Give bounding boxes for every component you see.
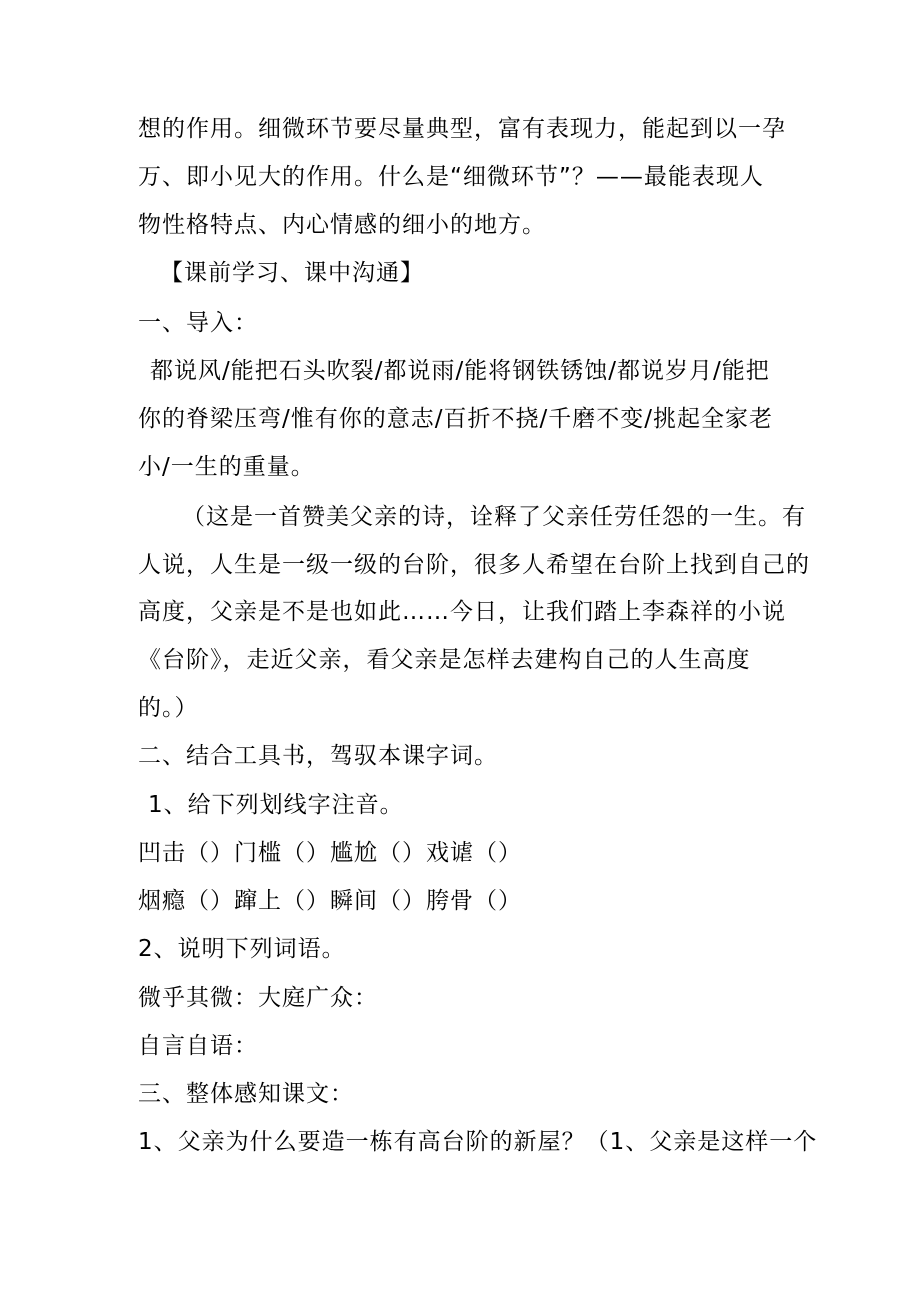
- part2-heading: 二、结合工具书，驾驭本课字词。: [138, 743, 498, 769]
- poem-line-2: 你的脊梁压弯/惟有你的意志/百折不挠/千磨不变/挑起全家老: [138, 406, 773, 432]
- part3-heading: 三、整体感知课文：: [138, 1081, 354, 1107]
- explanation-line-4: 《台阶》，走近父亲，看父亲是怎样去建构自己的人生高度: [138, 647, 751, 673]
- part2-q1-row1: 凹击（）门槛（）尴尬（）戏谑（）: [138, 840, 522, 866]
- intro-line-1: 想的作用。细微环节要尽量典型，富有表现力，能起到以一孕: [138, 116, 786, 142]
- part2-q1-title: 1、给下列划线字注音。: [148, 792, 404, 818]
- part2-q2-title: 2、说明下列词语。: [138, 936, 346, 962]
- poem-line-3: 小/一生的重量。: [138, 454, 315, 480]
- poem-line-1: 都说风/能把石头吹裂/都说雨/能将钢铁锈蚀/都说岁月/能把: [150, 358, 770, 384]
- explanation-line-5: 的。）: [138, 695, 199, 721]
- section-header: 【课前学习、课中沟通】: [160, 260, 424, 286]
- explanation-line-2: 人说，人生是一级一级的台阶，很多人希望在台阶上找到自己的: [138, 552, 810, 578]
- explanation-line-3: 高度，父亲是不是也如此……今日，让我们踏上李森祥的小说: [138, 599, 786, 625]
- part2-q2-row2: 自言自语：: [138, 1033, 258, 1059]
- intro-line-3: 物性格特点、内心情感的细小的地方。: [138, 212, 546, 238]
- intro-line-2: 万、即小见大的作用。什么是“细微环节”？——最能表现人: [138, 164, 764, 190]
- explanation-line-1: （这是一首赞美父亲的诗，诠释了父亲任劳任怨的一生。有: [182, 504, 806, 530]
- part2-q1-row2: 烟瘾（）蹿上（）瞬间（）胯骨（）: [138, 888, 522, 914]
- part1-heading: 一、导入：: [138, 310, 258, 336]
- part3-q1: 1、父亲为什么要造一栋有高台阶的新屋？（1、父亲是这样一个: [138, 1129, 818, 1155]
- part2-q2-row1: 微乎其微：大庭广众：: [138, 985, 378, 1011]
